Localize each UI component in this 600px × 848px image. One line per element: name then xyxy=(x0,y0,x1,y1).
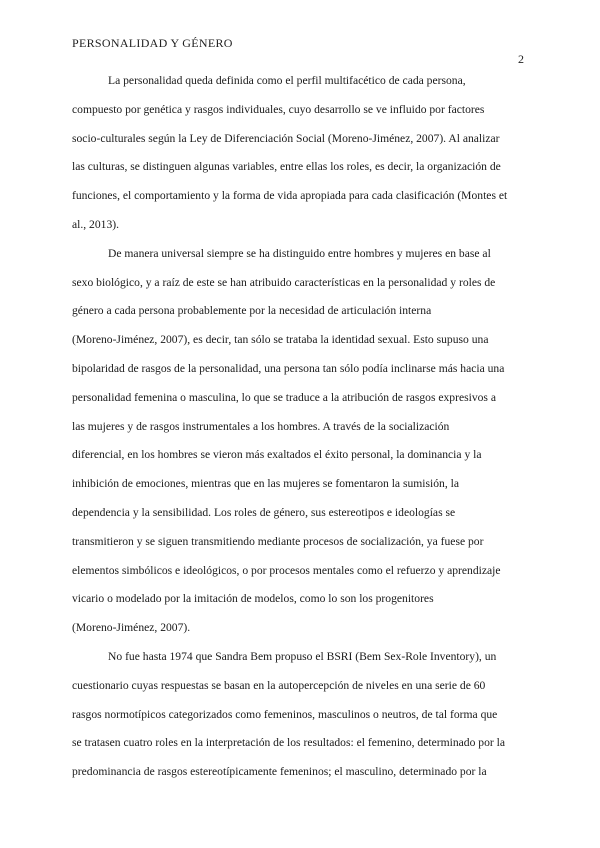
text-line: compuesto por genética y rasgos individuales, cuyo desarrollo se ve influido por factores xyxy=(72,102,485,116)
text-line: bipolaridad de rasgos de la personalidad, una persona tan sólo podía inclinarse más hacia una xyxy=(72,361,505,375)
text-line: inhibición de emociones, mientras que en las mujeres se fomentaron la sumisión, la xyxy=(72,477,460,491)
paragraph-2 xyxy=(72,240,532,643)
text-line: cuestionario cuyas respuestas se basan en la autopercepción de niveles en una serie de 60 xyxy=(72,678,486,692)
text-line: De manera universal siempre se ha distinguido entre hombres y mujeres en base al xyxy=(108,246,491,260)
text-line: sexo biológico, y a raíz de este se han atribuido características en la personalidad y roles de xyxy=(72,275,496,289)
text-line: diferencial, en los hombres se vieron más exaltados el éxito personal, la dominancia y la xyxy=(72,448,482,462)
text-line: socio-culturales según la Ley de Diferenciación Social (Moreno-Jiménez, 2007). Al analizar xyxy=(72,131,500,145)
text-line: predominancia de rasgos estereotípicamente femeninos; el masculino, determinado por la xyxy=(72,765,487,779)
text-line: transmitieron y se siguen transmitiendo mediante procesos de socialización, ya fuese por xyxy=(72,534,484,548)
text-line: personalidad femenina o masculina, lo que se traduce a la atribución de rasgos expresivos a xyxy=(72,390,496,404)
text-line: No fue hasta 1974 que Sandra Bem propuso el BSRI (Bem Sex-Role Inventory), un xyxy=(108,649,497,663)
text-line: (Moreno-Jiménez, 2007). xyxy=(72,621,191,635)
paragraph-1 xyxy=(72,67,532,240)
body-text xyxy=(72,67,532,787)
text-line: se tratasen cuatro roles en la interpretación de los resultados: el femenino, determinado por la xyxy=(72,736,505,750)
text-line: funciones, el comportamiento y la forma de vida apropiada para cada clasificación (Montes et xyxy=(72,189,508,203)
text-line: elementos simbólicos e ideológicos, o por procesos mentales como el refuerzo y aprendizaje xyxy=(72,563,501,577)
text-line: las culturas, se distinguen algunas variables, entre ellas los roles, es decir, la organización de xyxy=(72,160,501,174)
page-number: 2 xyxy=(518,52,524,66)
text-line: rasgos normotípicos categorizados como femeninos, masculinos o neutros, de tal forma que xyxy=(72,707,498,721)
text-line: La personalidad queda definida como el perfil multifacético de cada persona, xyxy=(108,74,466,87)
text-line: (Moreno-Jiménez, 2007), es decir, tan sólo se trataba la identidad sexual. Esto supuso una xyxy=(72,333,489,347)
paragraph-3 xyxy=(72,643,532,787)
running-head: PERSONALIDAD Y GÉNERO xyxy=(72,36,233,50)
text-line: dependencia y la sensibilidad. Los roles de género, sus estereotipos e ideologías se xyxy=(72,505,456,519)
text-line: al., 2013). xyxy=(72,217,120,231)
text-line: género a cada persona probablemente por la necesidad de articulación interna xyxy=(72,304,432,318)
text-line: vicario o modelado por la imitación de modelos, como lo son los progenitores xyxy=(72,592,434,606)
text-line: las mujeres y de rasgos instrumentales a los hombres. A través de la socialización xyxy=(72,419,450,433)
